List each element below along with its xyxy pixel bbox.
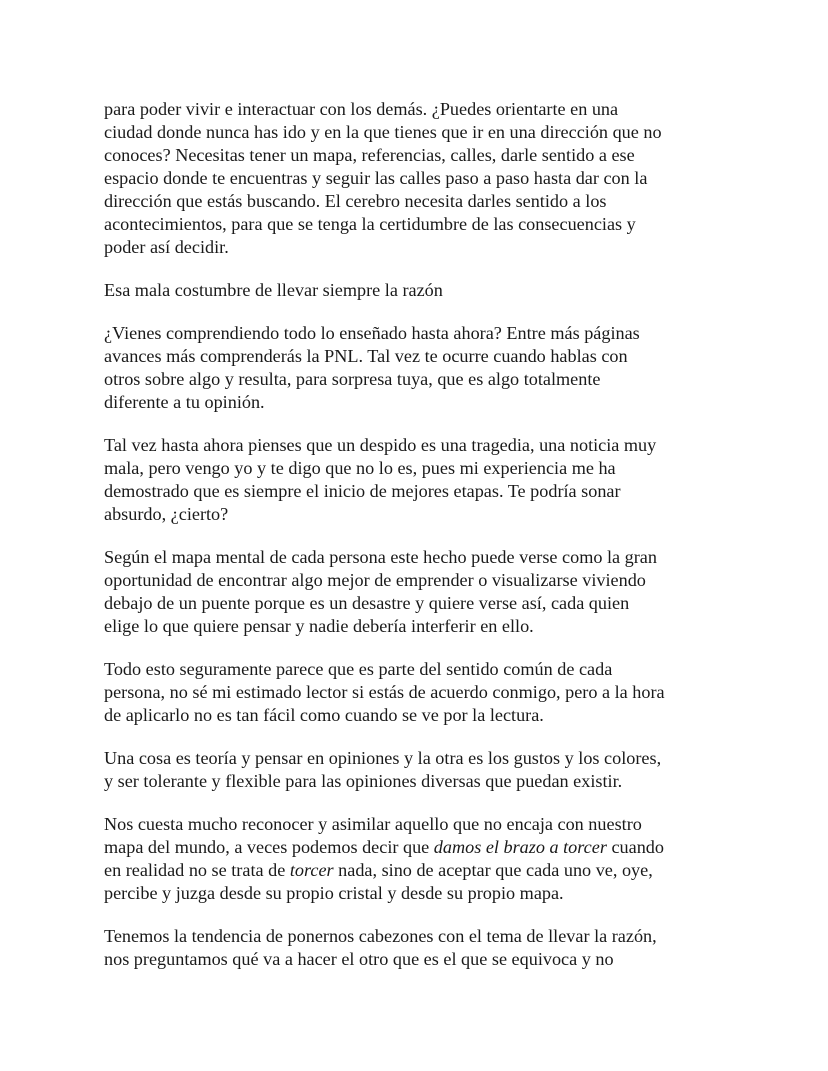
text-line: y ser tolerante y flexible para las opiniones diversas que puedan existir.	[104, 771, 623, 791]
italic-word: torcer	[289, 860, 334, 880]
text-line: ¿Vienes comprendiendo todo lo enseñado hasta ahora? Entre más páginas	[104, 323, 640, 343]
text-line: Todo esto seguramente parece que es parte del sentido común de cada	[104, 659, 613, 679]
text-segment: nada, sino de aceptar que cada uno ve, oye,	[333, 860, 653, 880]
heading-text: Esa mala costumbre de llevar siempre la razón	[104, 280, 443, 300]
text-line: Tal vez hasta ahora pienses que un despido es una tragedia, una noticia muy	[104, 435, 657, 455]
text-line: demostrado que es siempre el inicio de mejores etapas. Te podría sonar	[104, 481, 621, 501]
text-line-mixed	[104, 859, 744, 882]
text-line: Tenemos la tendencia de ponernos cabezones con el tema de llevar la razón,	[104, 926, 657, 946]
text-line: de aplicarlo no es tan fácil como cuando se ve por la lectura.	[104, 705, 544, 725]
text-line: avances más comprenderás la PNL. Tal vez te ocurre cuando hablas con	[104, 346, 628, 366]
text-line: Según el mapa mental de cada persona este hecho puede verse como la gran	[104, 547, 657, 567]
paragraph-comprehension	[104, 322, 744, 414]
text-line: dirección que estás buscando. El cerebro necesita darles sentido a los	[104, 191, 607, 211]
paragraph-theory	[104, 747, 744, 793]
text-line: elige lo que quiere pensar y nadie debería interferir en ello.	[104, 616, 534, 636]
text-line: poder así decidir.	[104, 237, 229, 257]
text-line: conoces? Necesitas tener un mapa, referencias, calles, darle sentido a ese	[104, 145, 635, 165]
paragraph-orientation	[104, 98, 744, 259]
text-line: Una cosa es teoría y pensar en opiniones y la otra es los gustos y los colores,	[104, 748, 662, 768]
text-line: para poder vivir e interactuar con los demás. ¿Puedes orientarte en una	[104, 99, 619, 119]
paragraph-world-map	[104, 813, 744, 905]
text-line: debajo de un puente porque es un desastre y quiere verse así, cada quien	[104, 593, 630, 613]
paragraph-dismissal	[104, 434, 744, 526]
text-line: acontecimientos, para que se tenga la certidumbre de las consecuencias y	[104, 214, 636, 234]
text-line: diferente a tu opinión.	[104, 392, 265, 412]
section-heading	[104, 279, 744, 302]
text-line: espacio donde te encuentras y seguir las calles paso a paso hasta dar con la	[104, 168, 648, 188]
document-page	[104, 98, 744, 991]
text-line: Nos cuesta mucho reconocer y asimilar aquello que no encaja con nuestro	[104, 814, 642, 834]
text-line: oportunidad de encontrar algo mejor de emprender o visualizarse viviendo	[104, 570, 646, 590]
text-line: mala, pero vengo yo y te digo que no lo es, pues mi experiencia me ha	[104, 458, 616, 478]
text-line: ciudad donde nunca has ido y en la que tienes que ir en una dirección que no	[104, 122, 662, 142]
paragraph-common-sense	[104, 658, 744, 727]
text-line: nos preguntamos qué va a hacer el otro que es el que se equivoca y no	[104, 949, 614, 969]
paragraph-mental-map	[104, 546, 744, 638]
text-segment: cuando	[606, 837, 664, 857]
text-line: absurdo, ¿cierto?	[104, 504, 229, 524]
text-segment: en realidad no se trata de	[104, 860, 290, 880]
paragraph-stubbornness	[104, 925, 744, 971]
text-line: percibe y juzga desde su propio cristal y desde su propio mapa.	[104, 883, 564, 903]
text-line: otros sobre algo y resulta, para sorpresa tuya, que es algo totalmente	[104, 369, 601, 389]
italic-phrase: damos el brazo a torcer	[433, 837, 607, 857]
text-line: persona, no sé mi estimado lector si estás de acuerdo conmigo, pero a la hora	[104, 682, 665, 702]
text-segment: mapa del mundo, a veces podemos decir que	[104, 837, 434, 857]
text-line-mixed	[104, 836, 744, 859]
